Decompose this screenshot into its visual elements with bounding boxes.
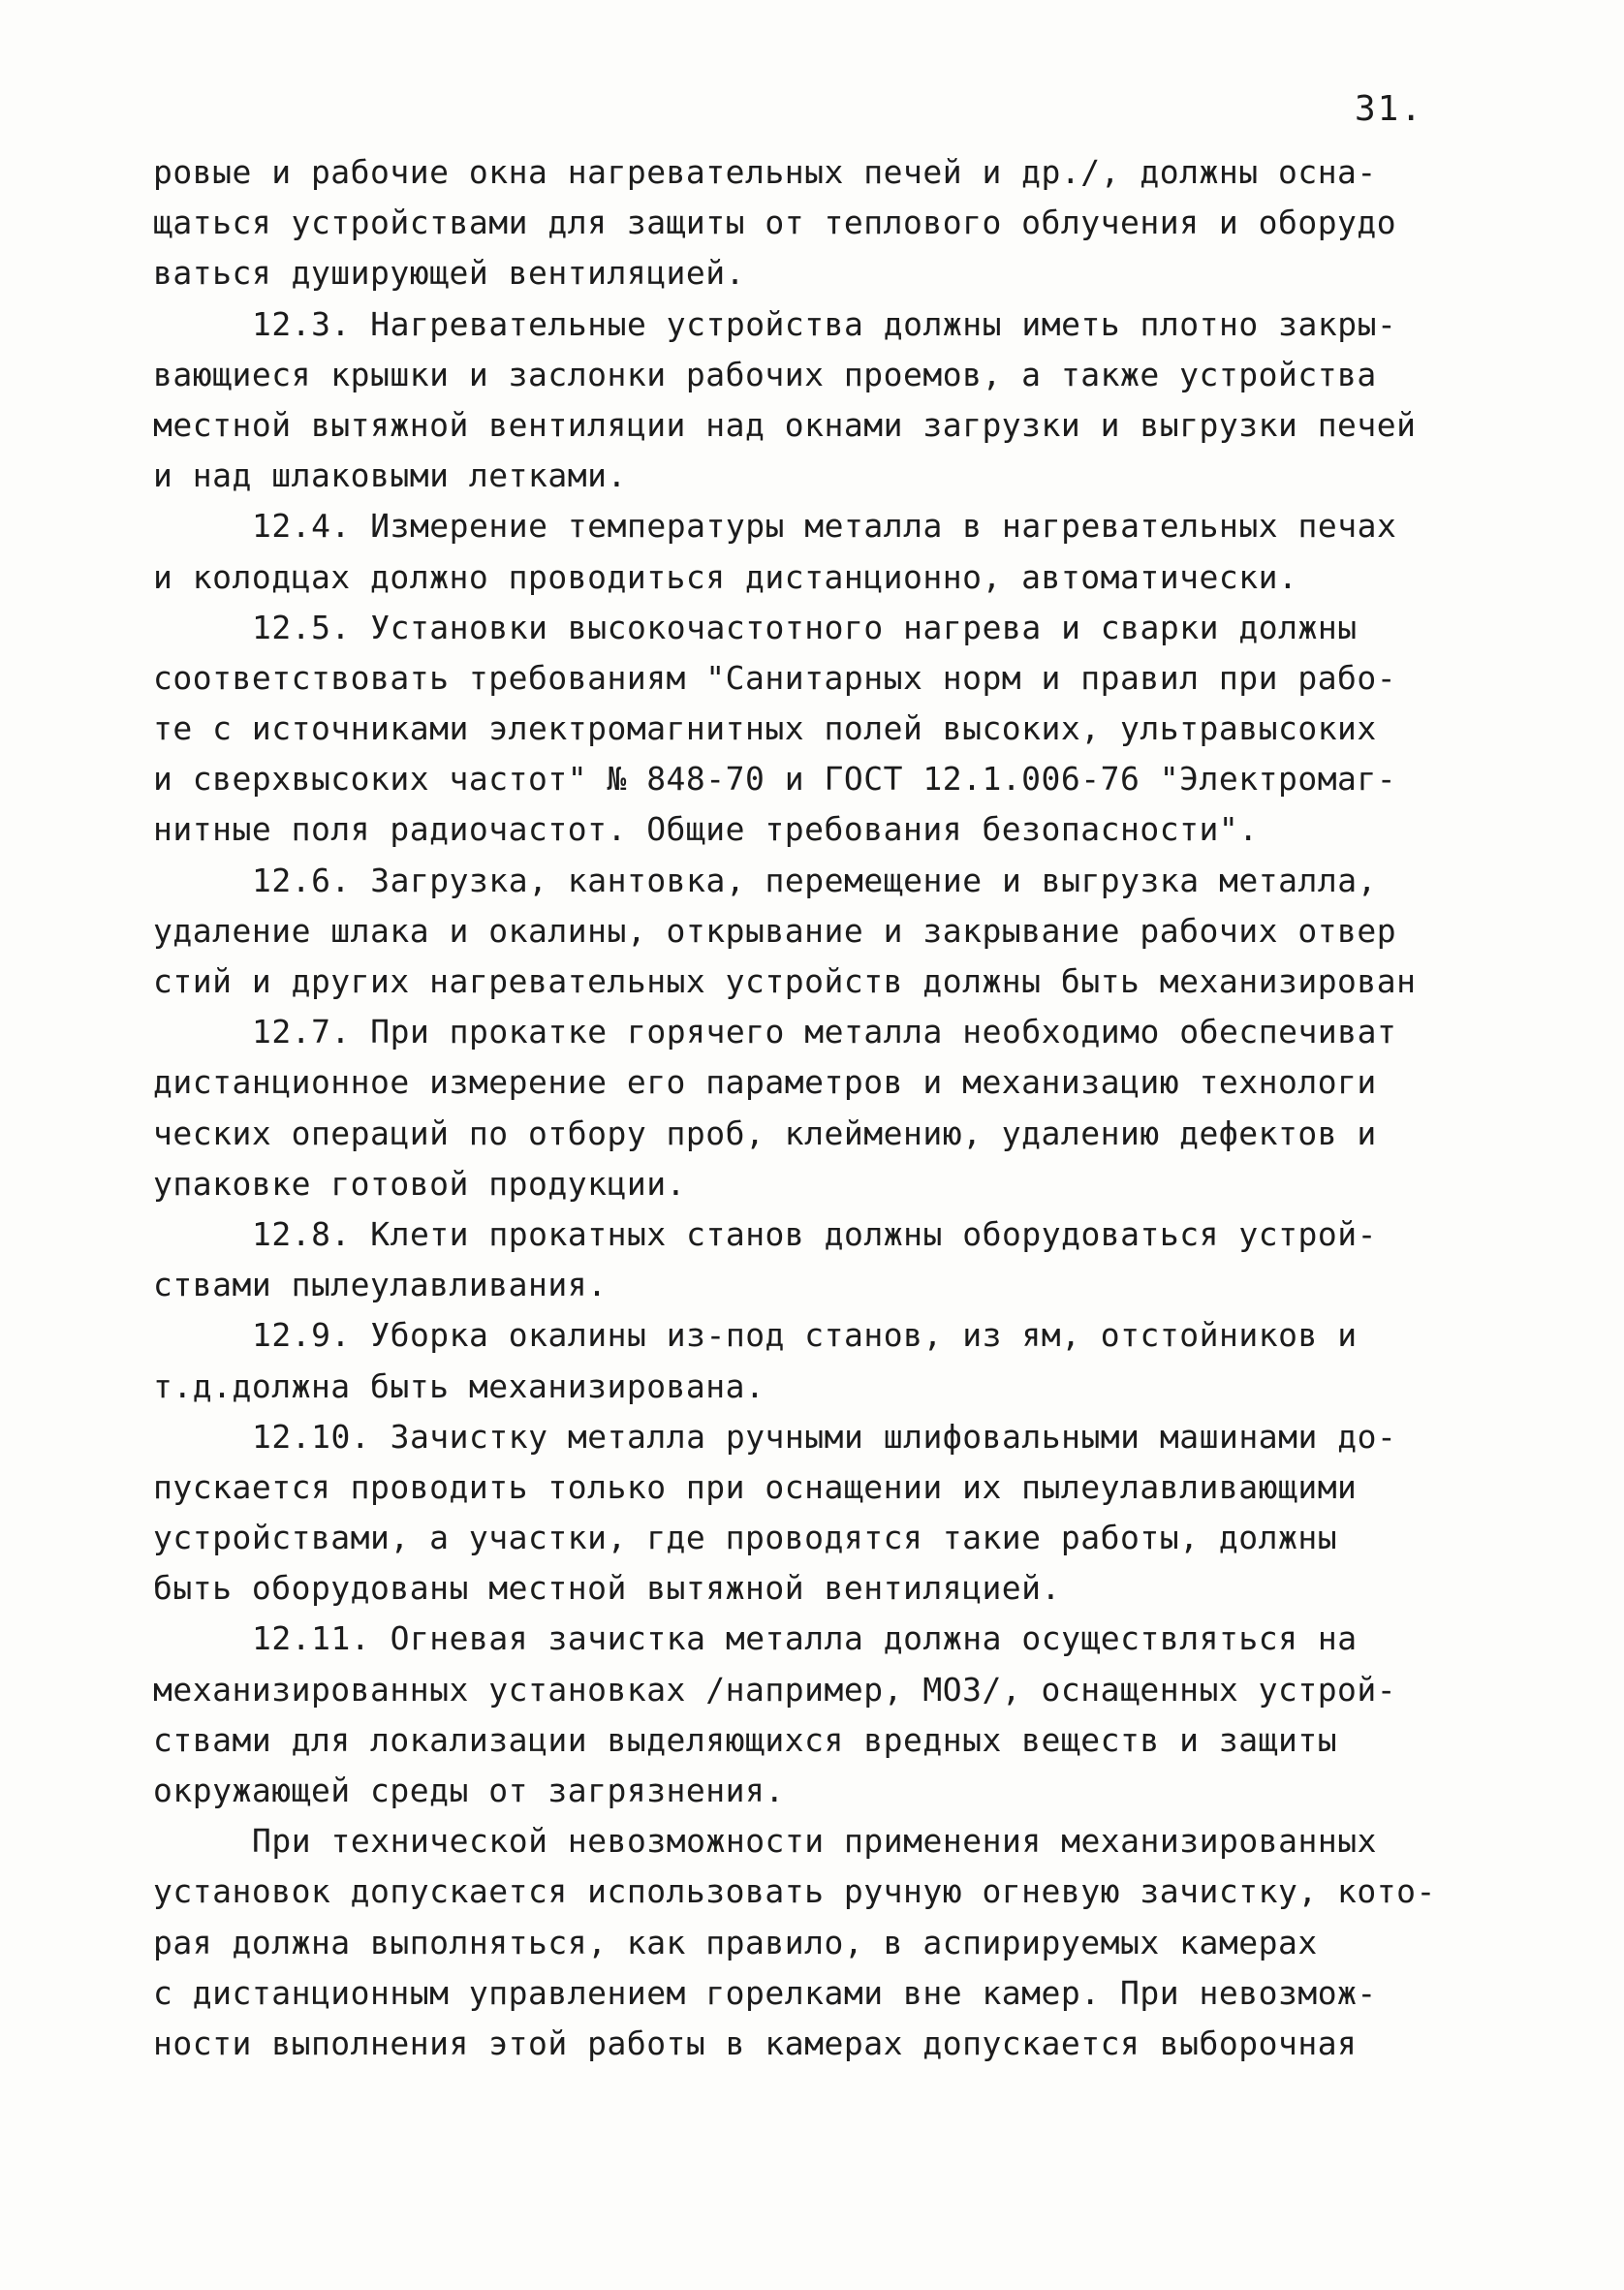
text-line: ствами пылеулавливания. bbox=[153, 1266, 608, 1304]
text-line: дистанционное измерение его параметров и механизацию технологи bbox=[153, 1063, 1377, 1102]
text-line: щаться устройствами для защиты от теплового облучения и оборудо bbox=[153, 204, 1397, 242]
text-line: устройствами, а участки, где проводятся такие работы, должны bbox=[153, 1519, 1338, 1557]
document-body bbox=[153, 147, 1510, 2069]
text-line: и сверхвысоких частот" № 848-70 и ГОСТ 12.1.006-76 "Электромаг- bbox=[153, 760, 1397, 799]
text-line: ровые и рабочие окна нагревательных печей и др./, должны осна- bbox=[153, 153, 1377, 191]
text-line: ности выполнения этой работы в камерах допускается выборочная bbox=[153, 2023, 1358, 2062]
text-line: ческих операций по отбору проб, клеймению, удалению дефектов и bbox=[153, 1114, 1377, 1152]
text-line: упаковке готовой продукции. bbox=[153, 1164, 686, 1203]
text-line: ствами для локализации выделяющихся вредных веществ и защиты bbox=[153, 1720, 1338, 1759]
text-line: механизированных установках /например, МОЗ/, оснащенных устрой- bbox=[153, 1670, 1397, 1709]
page-number: 31. bbox=[1355, 89, 1424, 129]
text-line: 12.3. Нагревательные устройства должны иметь плотно закры- bbox=[252, 304, 1397, 343]
text-line: пускается проводить только при оснащении их пылеулавливающими bbox=[153, 1467, 1358, 1506]
text-line: 12.11. Огневая зачистка металла должна осуществляться на bbox=[252, 1619, 1358, 1658]
text-line: местной вытяжной вентиляции над окнами загрузки и выгрузки печей bbox=[153, 405, 1417, 444]
text-line: 12.7. При прокатке горячего металла необходимо обеспечиват bbox=[252, 1013, 1397, 1051]
text-line: нитные поля радиочастот. Общие требования безопасности". bbox=[153, 810, 1259, 849]
text-line: быть оборудованы местной вытяжной вентиляцией. bbox=[153, 1569, 1061, 1608]
text-line: те с источниками электромагнитных полей высоких, ультравысоких bbox=[153, 709, 1377, 748]
text-line: 12.10. Зачистку металла ручными шлифовальными машинами до- bbox=[252, 1417, 1397, 1456]
text-line: т.д.должна быть механизирована. bbox=[153, 1366, 765, 1405]
text-line: соответствовать требованиям "Санитарных норм и правил при рабо- bbox=[153, 658, 1397, 697]
text-line: рая должна выполняться, как правило, в аспирируемых камерах bbox=[153, 1923, 1318, 1961]
text-line: 12.6. Загрузка, кантовка, перемещение и выгрузка металла, bbox=[252, 861, 1377, 899]
text-line: с дистанционным управлением горелками вне камер. При невозмож- bbox=[153, 1973, 1377, 2012]
text-line: ваться душирующей вентиляцией. bbox=[153, 254, 746, 293]
text-line: и над шлаковыми летками. bbox=[153, 456, 627, 495]
text-line: 12.5. Установки высокочастотного нагрева и сварки должны bbox=[252, 608, 1358, 646]
text-line: вающиеся крышки и заслонки рабочих проемов, а также устройства bbox=[153, 355, 1377, 393]
text-line: 12.4. Измерение температуры металла в нагревательных печах bbox=[252, 507, 1397, 546]
text-line: окружающей среды от загрязнения. bbox=[153, 1772, 785, 1809]
text-line: удаление шлака и окалины, открывание и закрывание рабочих отвер bbox=[153, 911, 1397, 950]
text-line: установок допускается использовать ручную огневую зачистку, кото- bbox=[153, 1872, 1436, 1911]
text-line: При технической невозможности применения механизированных bbox=[252, 1822, 1377, 1861]
text-line: 12.8. Клети прокатных станов должны оборудоваться устрой- bbox=[252, 1214, 1377, 1253]
text-line: 12.9. Уборка окалины из-под станов, из ям, отстойников и bbox=[252, 1316, 1358, 1355]
text-line: и колодцах должно проводиться дистанционно, автоматически. bbox=[153, 557, 1298, 596]
text-line: стий и других нагревательных устройств должны быть механизирован bbox=[153, 962, 1417, 1000]
